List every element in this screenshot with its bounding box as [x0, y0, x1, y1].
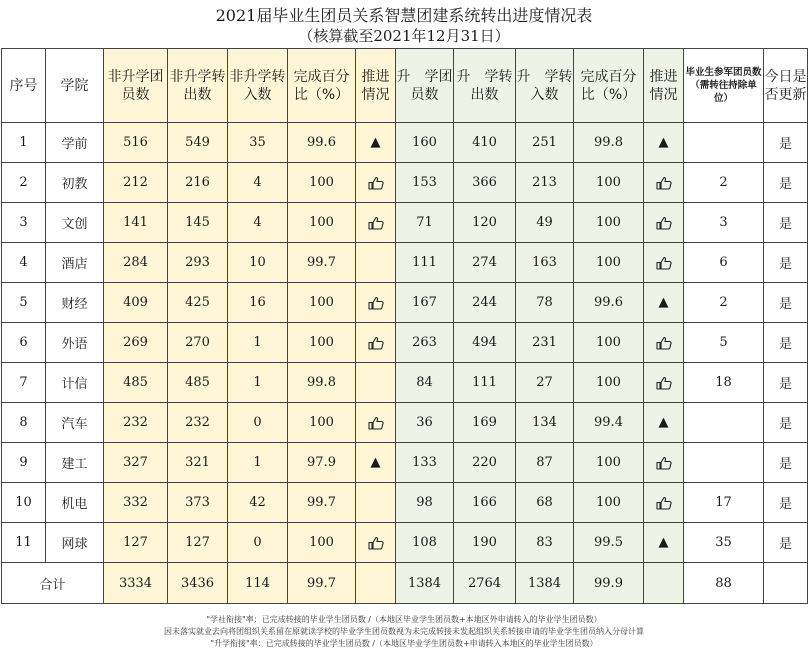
table-row: [2, 203, 808, 243]
cell-nonadv-members: 284: [104, 243, 168, 283]
cell-no: 5: [2, 283, 46, 323]
cell-adv-in: 87: [516, 443, 574, 483]
total-updated: [764, 563, 808, 604]
cell-nonadv-percent: 100: [288, 163, 356, 203]
cell-adv-out: 274: [454, 243, 516, 283]
cell-adv-progress: [644, 363, 684, 403]
cell-adv-percent: 99.8: [574, 123, 644, 163]
cell-nonadv-percent: 100: [288, 203, 356, 243]
cell-nonadv-progress: [356, 203, 396, 243]
cell-updated-today: 是: [764, 203, 808, 243]
thumbs-up-icon: [368, 416, 384, 430]
cell-adv-percent: 100: [574, 443, 644, 483]
total-adv-progress: [644, 563, 684, 604]
cell-military: 17: [684, 483, 764, 523]
cell-nonadv-members: 269: [104, 323, 168, 363]
thumbs-up-icon: [368, 336, 384, 350]
cell-adv-out: 120: [454, 203, 516, 243]
cell-no: 11: [2, 523, 46, 563]
cell-nonadv-progress: [356, 283, 396, 323]
table-row: [2, 243, 808, 283]
cell-adv-percent: 100: [574, 363, 644, 403]
cell-nonadv-in: 4: [228, 203, 288, 243]
cell-nonadv-percent: 100: [288, 403, 356, 443]
cell-nonadv-out: 216: [168, 163, 228, 203]
cell-military: [684, 123, 764, 163]
table-subtitle: （核算截至2021年12月31日）: [298, 27, 510, 45]
cell-adv-out: 494: [454, 323, 516, 363]
triangle-icon: ▲: [370, 455, 381, 470]
cell-adv-progress: [644, 203, 684, 243]
thumbs-up-icon: [656, 256, 672, 270]
cell-military: 6: [684, 243, 764, 283]
cell-nonadv-members: 141: [104, 203, 168, 243]
total-nonadv-in: 114: [228, 563, 288, 604]
cell-adv-out: 220: [454, 443, 516, 483]
header-no: 序号: [2, 49, 46, 123]
thumbs-up-icon: [656, 176, 672, 190]
cell-military: 2: [684, 283, 764, 323]
cell-adv-members: 36: [396, 403, 454, 443]
cell-adv-percent: 100: [574, 323, 644, 363]
header-nonadv-out: 非升学转出数: [168, 49, 228, 123]
triangle-icon: ▲: [658, 295, 669, 310]
cell-college: 机电: [46, 483, 104, 523]
header-nonadv-percent: 完成百分比（%）: [288, 49, 356, 123]
cell-adv-out: 166: [454, 483, 516, 523]
cell-adv-in: 49: [516, 203, 574, 243]
cell-nonadv-in: 35: [228, 123, 288, 163]
footnote-2: 因未落实就业去向将团组织关系留在原就读学校的毕业学生团员数视为未完成转接未发起组织关系转接申请的毕业学生团员纳入分母计算: [164, 627, 644, 636]
cell-nonadv-members: 409: [104, 283, 168, 323]
cell-adv-in: 78: [516, 283, 574, 323]
cell-nonadv-percent: 99.8: [288, 363, 356, 403]
cell-adv-members: 133: [396, 443, 454, 483]
cell-college: 汽车: [46, 403, 104, 443]
cell-nonadv-out: 321: [168, 443, 228, 483]
cell-adv-out: 410: [454, 123, 516, 163]
cell-adv-progress: [644, 443, 684, 483]
header-nonadv-members: 非升学团员数: [104, 49, 168, 123]
footnotes: [0, 614, 808, 650]
cell-adv-progress: [644, 163, 684, 203]
cell-adv-progress: [644, 123, 684, 163]
cell-adv-out: 169: [454, 403, 516, 443]
thumbs-up-icon: [368, 296, 384, 310]
cell-nonadv-progress: [356, 363, 396, 403]
cell-adv-progress: [644, 523, 684, 563]
cell-nonadv-out: 425: [168, 283, 228, 323]
cell-military: 2: [684, 163, 764, 203]
cell-college: 财经: [46, 283, 104, 323]
cell-nonadv-out: 485: [168, 363, 228, 403]
cell-nonadv-members: 212: [104, 163, 168, 203]
cell-nonadv-members: 127: [104, 523, 168, 563]
thumbs-up-icon: [368, 536, 384, 550]
triangle-icon: ▲: [658, 135, 669, 150]
progress-table: [1, 48, 808, 604]
cell-updated-today: 是: [764, 483, 808, 523]
cell-no: 8: [2, 403, 46, 443]
total-adv-out: 2764: [454, 563, 516, 604]
table-row: [2, 443, 808, 483]
thumbs-up-icon: [656, 216, 672, 230]
cell-nonadv-out: 293: [168, 243, 228, 283]
header-adv-members: 升 学团员数: [396, 49, 454, 123]
cell-adv-progress: [644, 403, 684, 443]
cell-nonadv-progress: [356, 123, 396, 163]
total-nonadv-out: 3436: [168, 563, 228, 604]
cell-adv-progress: [644, 243, 684, 283]
cell-nonadv-out: 127: [168, 523, 228, 563]
thumbs-up-icon: [656, 336, 672, 350]
header-adv-in: 升 学转入数: [516, 49, 574, 123]
header-military: 毕业生参军团员数（需转往持除单位）: [684, 49, 764, 123]
total-military: 88: [684, 563, 764, 604]
cell-adv-progress: [644, 283, 684, 323]
cell-nonadv-in: 1: [228, 443, 288, 483]
cell-military: [684, 403, 764, 443]
cell-no: 7: [2, 363, 46, 403]
cell-adv-out: 190: [454, 523, 516, 563]
cell-no: 6: [2, 323, 46, 363]
cell-nonadv-members: 485: [104, 363, 168, 403]
cell-adv-out: 366: [454, 163, 516, 203]
cell-nonadv-out: 232: [168, 403, 228, 443]
cell-adv-members: 111: [396, 243, 454, 283]
cell-nonadv-in: 1: [228, 363, 288, 403]
table-row: [2, 523, 808, 563]
header-adv-out: 升 学转出数: [454, 49, 516, 123]
cell-adv-members: 153: [396, 163, 454, 203]
cell-nonadv-members: 232: [104, 403, 168, 443]
cell-updated-today: 是: [764, 523, 808, 563]
cell-college: 建工: [46, 443, 104, 483]
cell-nonadv-progress: [356, 323, 396, 363]
cell-adv-percent: 99.4: [574, 403, 644, 443]
cell-adv-in: 68: [516, 483, 574, 523]
total-nonadv-percent: 99.7: [288, 563, 356, 604]
cell-nonadv-progress: [356, 243, 396, 283]
cell-nonadv-progress: [356, 403, 396, 443]
cell-college: 初教: [46, 163, 104, 203]
cell-adv-in: 27: [516, 363, 574, 403]
total-adv-percent: 99.9: [574, 563, 644, 604]
cell-nonadv-members: 516: [104, 123, 168, 163]
cell-nonadv-percent: 100: [288, 283, 356, 323]
table-row: [2, 283, 808, 323]
cell-nonadv-in: 0: [228, 523, 288, 563]
cell-college: 计信: [46, 363, 104, 403]
cell-nonadv-progress: [356, 163, 396, 203]
cell-military: 3: [684, 203, 764, 243]
cell-adv-in: 83: [516, 523, 574, 563]
cell-military: [684, 443, 764, 483]
cell-adv-progress: [644, 323, 684, 363]
cell-no: 2: [2, 163, 46, 203]
cell-college: 酒店: [46, 243, 104, 283]
total-nonadv-progress: [356, 563, 396, 604]
header-college: 学院: [46, 49, 104, 123]
cell-nonadv-percent: 100: [288, 523, 356, 563]
cell-nonadv-members: 332: [104, 483, 168, 523]
cell-nonadv-progress: [356, 443, 396, 483]
cell-nonadv-out: 145: [168, 203, 228, 243]
cell-nonadv-progress: [356, 483, 396, 523]
cell-updated-today: 是: [764, 443, 808, 483]
cell-nonadv-out: 270: [168, 323, 228, 363]
cell-adv-in: 213: [516, 163, 574, 203]
total-row: [2, 563, 808, 604]
total-adv-members: 1384: [396, 563, 454, 604]
cell-updated-today: 是: [764, 283, 808, 323]
cell-adv-members: 160: [396, 123, 454, 163]
thumbs-up-icon: [656, 376, 672, 390]
thumbs-up-icon: [656, 456, 672, 470]
cell-nonadv-percent: 97.9: [288, 443, 356, 483]
cell-nonadv-in: 16: [228, 283, 288, 323]
cell-updated-today: 是: [764, 243, 808, 283]
cell-nonadv-in: 1: [228, 323, 288, 363]
table-row: [2, 483, 808, 523]
cell-adv-in: 251: [516, 123, 574, 163]
cell-no: 9: [2, 443, 46, 483]
cell-updated-today: 是: [764, 163, 808, 203]
table-title: 2021届毕业生团员关系智慧团建系统转出进度情况表: [215, 6, 593, 25]
cell-military: 35: [684, 523, 764, 563]
cell-adv-members: 108: [396, 523, 454, 563]
header-adv-progress: 推进情况: [644, 49, 684, 123]
cell-college: 文创: [46, 203, 104, 243]
cell-nonadv-members: 327: [104, 443, 168, 483]
cell-adv-members: 263: [396, 323, 454, 363]
cell-no: 4: [2, 243, 46, 283]
cell-adv-out: 244: [454, 283, 516, 323]
cell-nonadv-out: 373: [168, 483, 228, 523]
cell-no: 10: [2, 483, 46, 523]
cell-adv-percent: 99.6: [574, 283, 644, 323]
header-nonadv-progress: 推进情况: [356, 49, 396, 123]
table-row: [2, 403, 808, 443]
cell-adv-percent: 100: [574, 203, 644, 243]
table-row: [2, 363, 808, 403]
cell-adv-percent: 100: [574, 163, 644, 203]
cell-updated-today: 是: [764, 123, 808, 163]
cell-nonadv-in: 4: [228, 163, 288, 203]
cell-military: 5: [684, 323, 764, 363]
total-nonadv-members: 3334: [104, 563, 168, 604]
cell-nonadv-out: 549: [168, 123, 228, 163]
cell-college: 外语: [46, 323, 104, 363]
cell-updated-today: 是: [764, 323, 808, 363]
cell-adv-progress: [644, 483, 684, 523]
cell-adv-percent: 100: [574, 243, 644, 283]
thumbs-up-icon: [656, 496, 672, 510]
triangle-icon: ▲: [658, 535, 669, 550]
cell-adv-in: 231: [516, 323, 574, 363]
cell-adv-out: 111: [454, 363, 516, 403]
cell-college: 学前: [46, 123, 104, 163]
cell-college: 网球: [46, 523, 104, 563]
header-nonadv-in: 非升学转入数: [228, 49, 288, 123]
cell-nonadv-progress: [356, 523, 396, 563]
cell-updated-today: 是: [764, 403, 808, 443]
cell-nonadv-in: 42: [228, 483, 288, 523]
cell-adv-in: 163: [516, 243, 574, 283]
thumbs-up-icon: [368, 176, 384, 190]
table-row: [2, 163, 808, 203]
header-updated-today: 今日是否更新: [764, 49, 808, 123]
cell-adv-percent: 100: [574, 483, 644, 523]
cell-adv-members: 98: [396, 483, 454, 523]
cell-military: 18: [684, 363, 764, 403]
cell-updated-today: 是: [764, 363, 808, 403]
triangle-icon: ▲: [370, 135, 381, 150]
header-adv-percent: 完成百分比（%）: [574, 49, 644, 123]
cell-no: 3: [2, 203, 46, 243]
cell-nonadv-percent: 100: [288, 323, 356, 363]
cell-adv-percent: 99.5: [574, 523, 644, 563]
cell-nonadv-percent: 99.7: [288, 243, 356, 283]
cell-no: 1: [2, 123, 46, 163]
footnote-1: "学社衔接"率：已完成转接的毕业学生团员数 /（本地区毕业学生团员数+本地区外申请转入的毕业学生团员数）: [206, 615, 602, 624]
cell-adv-in: 134: [516, 403, 574, 443]
cell-adv-members: 167: [396, 283, 454, 323]
footnote-3: "升学衔接"率：已完成转接的毕业学生团员数 /（本地区毕业学生团员数+申请转入本地区的毕业学生团员数）: [210, 639, 598, 648]
cell-nonadv-in: 0: [228, 403, 288, 443]
cell-nonadv-in: 10: [228, 243, 288, 283]
cell-nonadv-percent: 99.6: [288, 123, 356, 163]
triangle-icon: ▲: [658, 415, 669, 430]
header-row: [2, 49, 808, 123]
table-row: [2, 123, 808, 163]
cell-adv-members: 84: [396, 363, 454, 403]
cell-nonadv-percent: 99.7: [288, 483, 356, 523]
total-label: 合计: [2, 563, 104, 604]
cell-adv-members: 71: [396, 203, 454, 243]
thumbs-up-icon: [368, 216, 384, 230]
table-row: [2, 323, 808, 363]
total-adv-in: 1384: [516, 563, 574, 604]
